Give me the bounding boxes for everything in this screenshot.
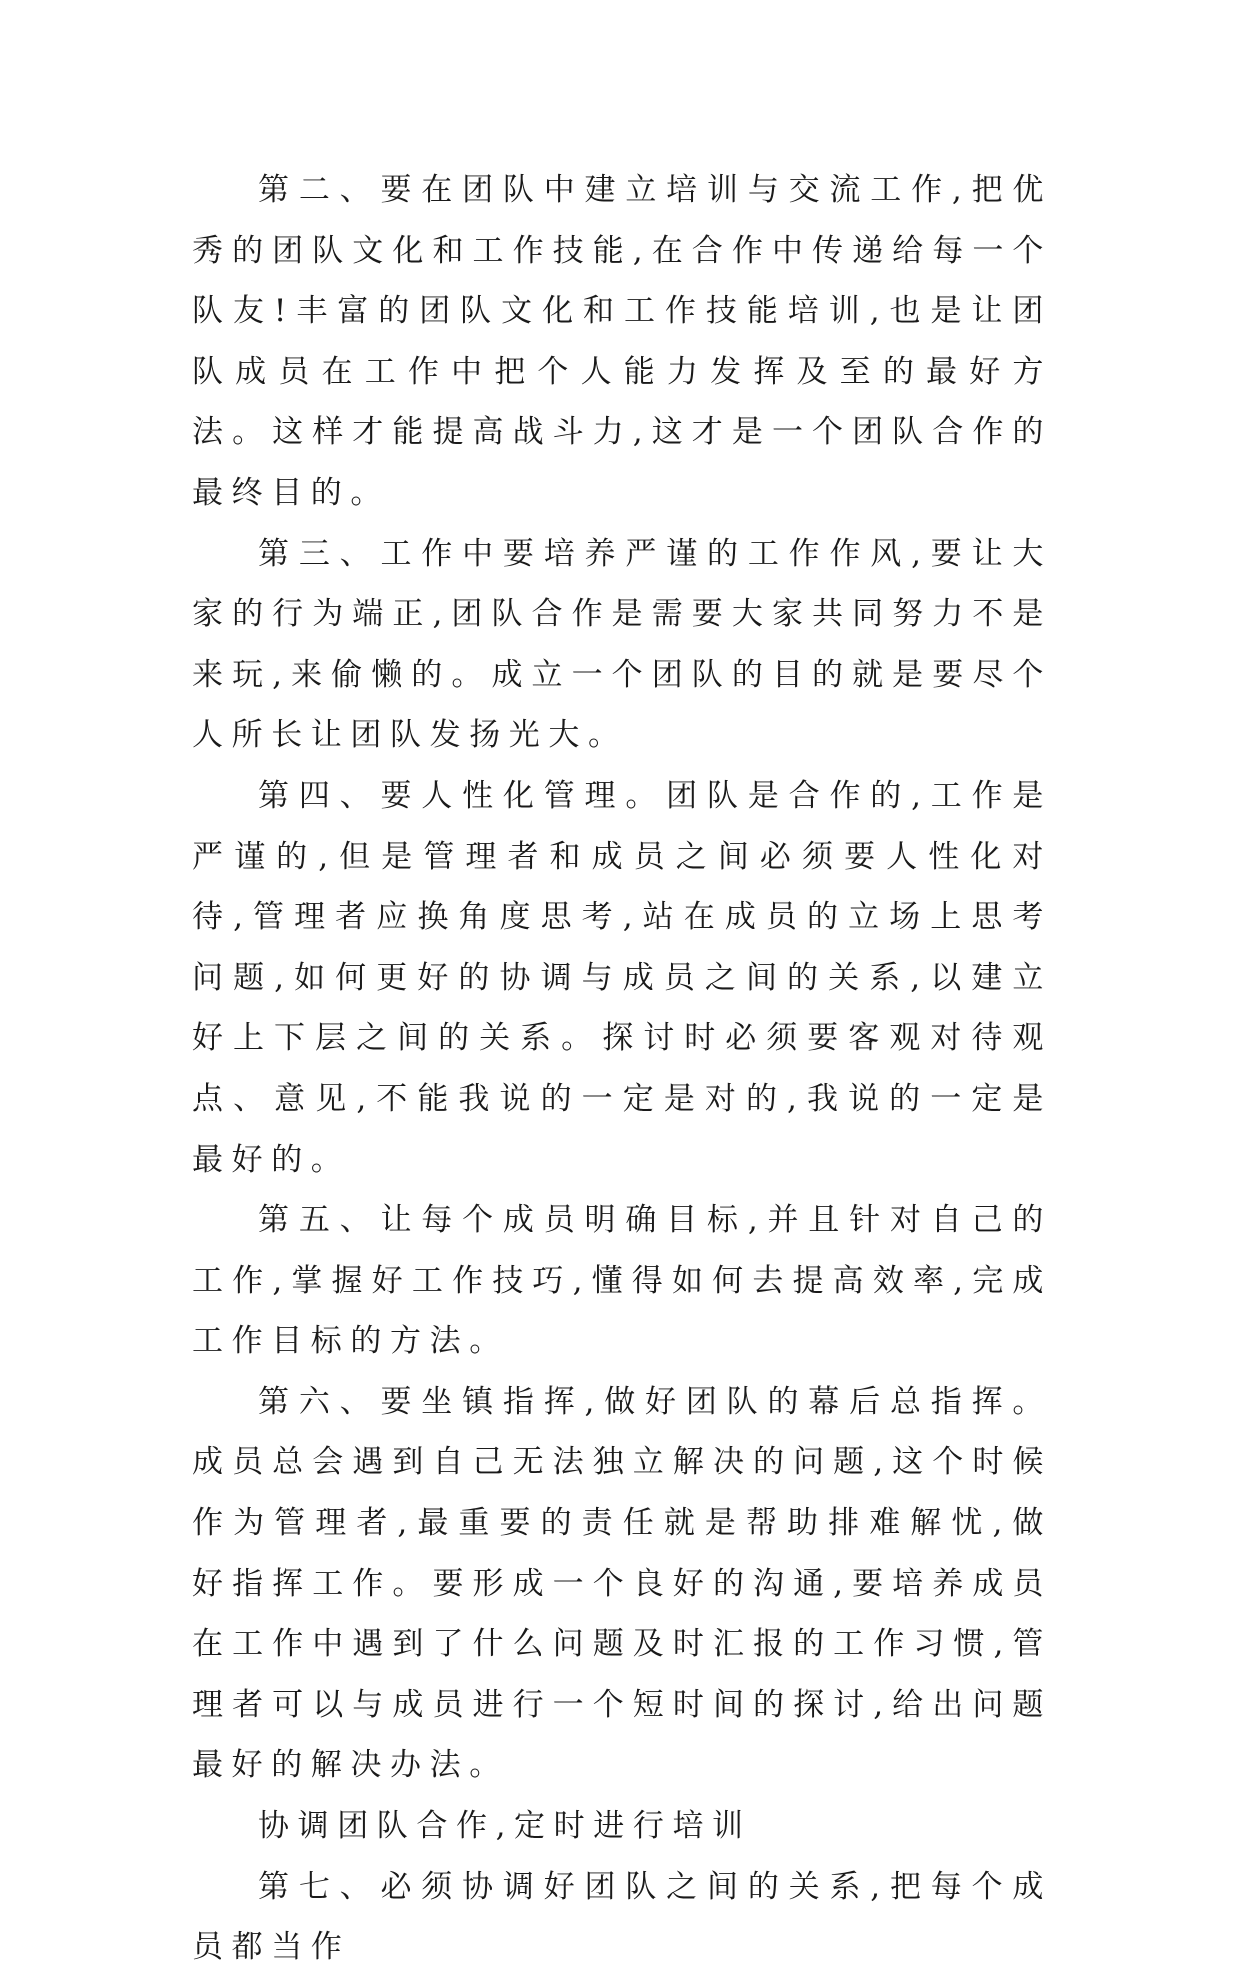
paragraph-4: 第四、要人性化管理。团队是合作的,工作是严谨的,但是管理者和成员之间必须要人性化对待,管理者应换角度思考,站在成员的立场上思考问题,如何更好的协调与成员之间的关系,以建立好上下层之间的关系。探讨时必须要客观对待观点、意见,不能我说的一定是对的,我说的一定是最好的。 [192,777,1052,1178]
document-body [192,160,1052,1978]
paragraph-5: 第五、让每个成员明确目标,并且针对自己的工作,掌握好工作技巧,懂得如何去提高效率,完成工作目标的方法。 [192,1202,1052,1360]
paragraph-2: 第二、要在团队中建立培训与交流工作,把优秀的团队文化和工作技能,在合作中传递给每一个队友!丰富的团队文化和工作技能培训,也是让团队成员在工作中把个人能力发挥及至的最好方法。这样才能提高战斗力,这才是一个团队合作的最终目的。 [192,172,1052,511]
paragraph-6: 第六、要坐镇指挥,做好团队的幕后总指挥。成员总会遇到自己无法独立解决的问题,这个时候作为管理者,最重要的责任就是帮助排难解忧,做好指挥工作。要形成一个良好的沟通,要培养成员在工作中遇到了什么问题及时汇报的工作习惯,管理者可以与成员进行一个短时间的探讨,给出问题最好的解决办法。 [192,1383,1052,1784]
section-heading: 协调团队合作,定时进行培训 [258,1808,752,1845]
paragraph-3: 第三、工作中要培养严谨的工作作风,要让大家的行为端正,团队合作是需要大家共同努力不是来玩,来偷懒的。成立一个团队的目的就是要尽个人所长让团队发扬光大。 [192,535,1052,754]
paragraph-7: 第七、必须协调好团队之间的关系,把每个成员都当作 [192,1868,1052,1966]
